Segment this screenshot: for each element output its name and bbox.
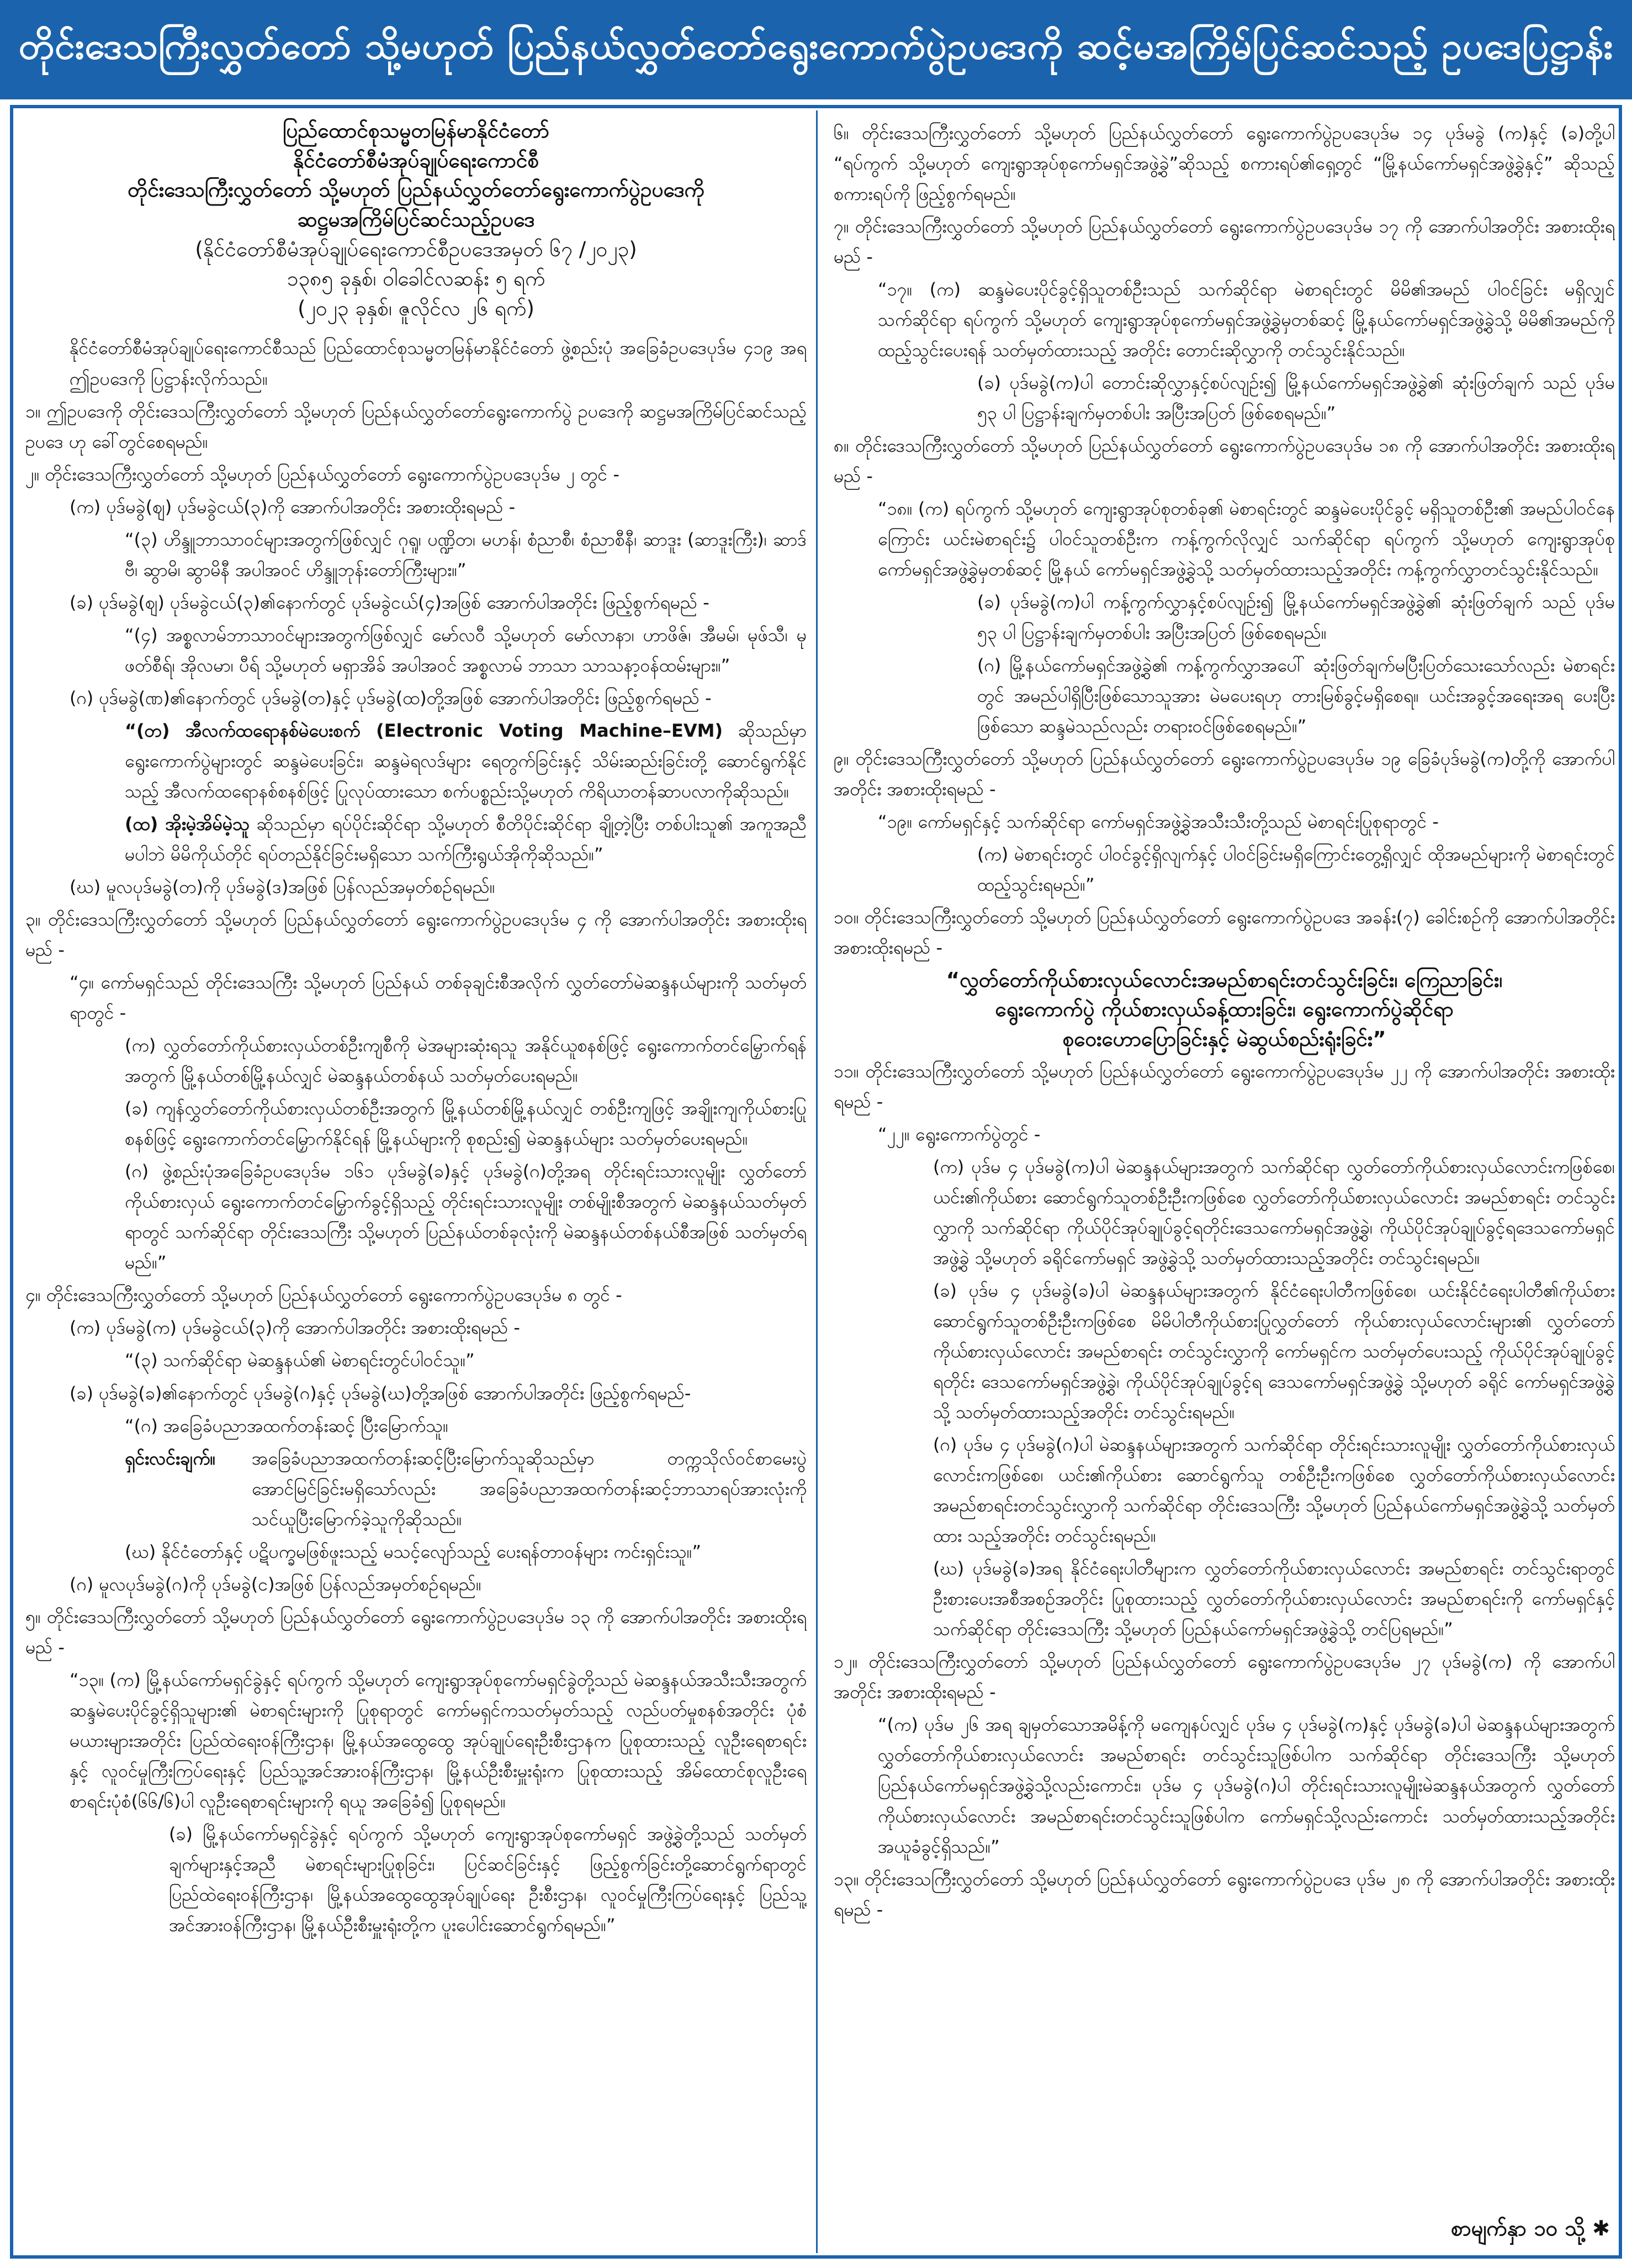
section-11-k: (က) ပုဒ်မ ၄ ပုဒ်မခွဲ(က)ပါ မဲဆန္ဒနယ်များအတွက် သက်ဆိုင်ရာ လွှတ်တော်ကိုယ်စားလှယ်လောင်းကဖြစ်စေ၊ ယင်း၏ကိုယ်စား ဆောင်ရွက်သူတစ်ဦးဦးကဖြစ်စေ လွှတ်တော်ကိုယ်စားလှယ်လောင်း အမည်စာရင်း တင်သွင်းလွှာကို သက်ဆိုင်ရာ ကိုယ်ပိုင်အုပ်ချုပ်ခွင့်ရတိုင်းဒေသကော်မရှင်အဖွဲ့ခွဲ၊ ကိုယ်ပိုင်အုပ်ချုပ်ခွင့်ရဒေသကော်မရှင်အဖွဲ့ခွဲ သို့မဟုတ် ခရိုင်ကော်မရှင် အဖွဲ့ခွဲသို့ သတ်မှတ်ထားသည့်အတိုင်း တင်သွင်းရမည်။ xyxy=(933,1156,1615,1268)
section-4-b-quote: “(ဂ) အခြေခံပညာအထက်တန်းဆင့် ပြီးမြောက်သူ။ xyxy=(125,1415,448,1436)
section-4-c: (ဂ) မူလပုဒ်မခွဲ(ဂ)ကို ပုဒ်မခွဲ(င)အဖြစ် ပြန်လည်အမှတ်စဉ်ရမည်။ xyxy=(70,1573,481,1595)
section-8-kh: (ခ) ပုဒ်မခွဲ(က)ပါ ကန့်ကွက်လွှာနှင့်စပ်လျဉ်း၍ မြို့နယ်ကော်မရှင်အဖွဲ့ခွဲ၏ ဆုံးဖြတ်ချက် သည် ပုဒ်မ ၅၃ ပါ ပြဋ္ဌာန်းချက်မှတစ်ပါး အပြီးအပြတ် ဖြစ်စေရမည်။ xyxy=(977,591,1615,643)
section-2-a: (က) ပုဒ်မခွဲ(ဈ) ပုဒ်မခွဲငယ်(၃)ကို အောက်ပါအတိုင်း အစားထိုးရမည် - xyxy=(70,496,516,517)
heading-line-3: တိုင်းဒေသကြီးလွှတ်တော် သို့မဟုတ် ပြည်နယ်လွှတ်တော်ရွေးကောက်ပွဲဥပဒေကို xyxy=(128,178,704,202)
chapter-heading-line-3: စုဝေးဟောပြောခြင်းနှင့် မဲဆွယ်စည်းရုံးခြင်း” xyxy=(1062,1027,1386,1051)
section-7-kh: (ခ) ပုဒ်မခွဲ(က)ပါ တောင်းဆိုလွှာနှင့်စပ်လျဉ်း၍ မြို့နယ်ကော်မရှင်အဖွဲ့ခွဲ၏ ဆုံးဖြတ်ချက် သည် ပုဒ်မ ၅၃ ပါ ပြဋ္ဌာန်းချက်မှတစ်ပါး အပြီးအပြတ် ဖြစ်စေရမည်။” xyxy=(977,372,1615,424)
right-column xyxy=(834,116,1615,2248)
left-column xyxy=(25,116,807,2248)
section-7: ၇။ တိုင်းဒေသကြီးလွှတ်တော် သို့မဟုတ် ပြည်နယ်လွှတ်တော် ရွေးကောက်ပွဲဥပဒေပုဒ်မ ၁၇ ကို အောက်ပါအတိုင်း အစားထိုးရမည် - xyxy=(834,216,1615,268)
section-8: ၈။ တိုင်းဒေသကြီးလွှတ်တော် သို့မဟုတ် ပြည်နယ်လွှတ်တော် ရွေးကောက်ပွဲဥပဒေပုဒ်မ ၁၈ ကို အောက်ပါအတိုင်း အစားထိုးရမည် - xyxy=(834,435,1615,487)
section-3-k: (က) လွှတ်တော်ကိုယ်စားလှယ်တစ်ဦးကျစီကို မဲအများဆုံးရသူ အနိုင်ယူစနစ်ဖြင့် ရွေးကောက်တင်မြှောက်ရန်အတွက် မြို့နယ်တစ်မြို့နယ်လျှင် မဲဆန္ဒနယ်တစ်နယ် သတ်မှတ်ပေးရမည်။ xyxy=(125,1035,807,1087)
section-12: ၁၂။ တိုင်းဒေသကြီးလွှတ်တော် သို့မဟုတ် ပြည်နယ်လွှတ်တော် ရွေးကောက်ပွဲဥပဒေပုဒ်မ ၂၇ ပုဒ်မခွဲ(က) ကို အောက်ပါအတိုင်း အစားထိုးရမည် - xyxy=(834,1651,1615,1703)
explanation-text: အခြေခံပညာအထက်တန်းဆင့်ပြီးမြောက်သူဆိုသည်မှာ တက္ကသိုလ်ဝင်စာမေးပွဲ အောင်မြင်ခြင်းမရှိသော်လည်း အခြေခံပညာအထက်တန်းဆင့်ဘာသာရပ်အားလုံးကို သင်ယူပြီးမြောက်ခဲ့သူကိုဆိုသည်။ xyxy=(252,1447,807,1530)
heading-line-5: (နိုင်ငံတော်စီမံအုပ်ချုပ်ရေးကောင်စီဥပဒေအမှတ် ၆၇ /၂၀၂၃) xyxy=(195,237,637,261)
explanation-label: ရှင်းလင်းချက်။ xyxy=(125,1447,216,1469)
banner-title: တိုင်းဒေသကြီးလွှတ်တော် သို့မဟုတ် ပြည်နယ်လွှတ်တော်ရွေးကောက်ပွဲဥပဒေကို ဆင့်မအကြိမ်ပြင်ဆင်သည့် ဥပဒေပြဋ္ဌာန်း xyxy=(18,24,1614,67)
continued-note: စာမျက်နှာ ၁၀ သို့ ✱ xyxy=(1450,2216,1610,2240)
explanation-block xyxy=(25,1444,807,1535)
section-12-quote: “(က) ပုဒ်မ ၂၆ အရ ချမှတ်သောအမိန့်ကို မကျေနပ်လျှင် ပုဒ်မ ၄ ပုဒ်မခွဲ(က)နှင့် ပုဒ်မခွဲ(ခ)ပါ မဲဆန္ဒနယ်များအတွက် လွှတ်တော်ကိုယ်စားလှယ်လောင်း အမည်စာရင်း တင်သွင်းသူဖြစ်ပါက သက်ဆိုင်ရာ တိုင်းဒေသကြီး သို့မဟုတ် ပြည်နယ်ကော်မရှင်အဖွဲ့ခွဲသို့လည်းကောင်း၊ ပုဒ်မ ၄ ပုဒ်မခွဲ(ဂ)ပါ တိုင်းရင်းသားလူမျိုးမဲဆန္ဒနယ်အတွက် လွှတ်တော်ကိုယ်စားလှယ်လောင်း အမည်စာရင်းတင်သွင်းသူဖြစ်ပါက ကော်မရှင်သို့လည်းကောင်း သတ်မှတ်ထားသည့်အတိုင်း အယူခံခွင့်ရှိသည်။” xyxy=(878,1714,1615,1857)
section-11-g: (ဂ) ပုဒ်မ ၄ ပုဒ်မခွဲ(ဂ)ပါ မဲဆန္ဒနယ်များအတွက် သက်ဆိုင်ရာ တိုင်းရင်းသားလူမျိုး လွှတ်တော်ကိုယ်စားလှယ်လောင်းကဖြစ်စေ၊ ယင်း၏ကိုယ်စား ဆောင်ရွက်သူ တစ်ဦးဦးကဖြစ်စေ လွှတ်တော်ကိုယ်စားလှယ်လောင်း အမည်စာရင်းတင်သွင်းလွှာကို သက်ဆိုင်ရာ တိုင်းဒေသကြီး သို့မဟုတ် ပြည်နယ်ကော်မရှင်အဖွဲ့ခွဲသို့ သတ်မှတ်ထား သည့်အတိုင်း တင်သွင်းရမည်။ xyxy=(933,1434,1615,1547)
term-evm: “(တ) အီလက်ထရောနစ်မဲပေးစက် (Electronic Voting Machine–EVM) xyxy=(125,720,723,741)
chapter-heading-line-1: “လွှတ်တော်ကိုယ်စားလှယ်လောင်းအမည်စာရင်းတင်သွင်းခြင်း၊ ကြေညာခြင်း၊ xyxy=(946,968,1503,992)
section-3-quote: “၄။ ကော်မရှင်သည် တိုင်းဒေသကြီး သို့မဟုတ် ပြည်နယ် တစ်ခုချင်းစီအလိုက် လွှတ်တော်မဲဆန္ဒနယ်များကို သတ်မှတ်ရာတွင် - xyxy=(70,972,807,1024)
section-2-c-tha xyxy=(25,809,807,870)
section-9-k: (က) မဲစာရင်းတွင် ပါဝင်ခွင့်ရှိလျက်နှင့် ပါဝင်ခြင်းမရှိကြောင်းတွေ့ရှိလျှင် ထိုအမည်များကို မဲစာရင်းတွင် ထည့်သွင်းရမည်။” xyxy=(977,843,1615,895)
section-4: ၄။ တိုင်းဒေသကြီးလွှတ်တော် သို့မဟုတ် ပြည်နယ်လွှတ်တော် ရွေးကောက်ပွဲဥပဒေပုဒ်မ ၈ တွင် - xyxy=(25,1284,622,1306)
column-divider xyxy=(816,110,818,2253)
section-4-b: (ခ) ပုဒ်မခွဲ(ခ)၏နောက်တွင် ပုဒ်မခွဲ(ဂ)နှင့် ပုဒ်မခွဲ(ဃ)တို့အဖြစ် အောက်ပါအတိုင်း ဖြည့်စွက်ရမည်- xyxy=(70,1382,691,1404)
heading-line-6: ၁၃၈၅ ခုနှစ်၊ ဝါခေါင်လဆန်း ၅ ရက် xyxy=(287,267,545,291)
section-6: ၆။ တိုင်းဒေသကြီးလွှတ်တော် သို့မဟုတ် ပြည်နယ်လွှတ်တော် ရွေးကောက်ပွဲဥပဒေပုဒ်မ ၁၄ ပုဒ်မခွဲ (က)နှင့် (ခ)တို့ပါ “ရပ်ကွက် သို့မဟုတ် ကျေးရွာအုပ်စုကော်မရှင်အဖွဲ့ခွဲ”ဆိုသည့် စကားရပ်၏ရှေ့တွင် “မြို့နယ်ကော်မရှင်အဖွဲ့ခွဲနှင့်” ဆိုသည့်စကားရပ်ကို ဖြည့်စွက်ရမည်။ xyxy=(834,123,1615,205)
section-13: ၁၃။ တိုင်းဒေသကြီးလွှတ်တော် သို့မဟုတ် ပြည်နယ်လွှတ်တော် ရွေးကောက်ပွဲဥပဒေ ပုဒ်မ ၂၈ ကို အောက်ပါအတိုင်း အစားထိုးရမည် - xyxy=(834,1868,1615,1920)
section-2-d: (ဃ) မူလပုဒ်မခွဲ(တ)ကို ပုဒ်မခွဲ(ဒ)အဖြစ် ပြန်လည်အမှတ်စဉ်ရမည်။ xyxy=(70,876,495,898)
section-3-g: (ဂ) ဖွဲ့စည်းပုံအခြေခံဥပဒေပုဒ်မ ၁၆၁ ပုဒ်မခွဲ(ခ)နှင့် ပုဒ်မခွဲ(ဂ)တို့အရ တိုင်းရင်းသားလူမျိုး လွှတ်တော်ကိုယ်စားလှယ် ရွေးကောက်တင်မြှောက်ခွင့်ရှိသည့် တိုင်းရင်းသားလူမျိုး တစ်မျိုးစီအတွက် မဲဆန္ဒနယ်သတ်မှတ်ရာတွင် သက်ဆိုင်ရာ တိုင်းဒေသကြီး သို့မဟုတ် ပြည်နယ်တစ်ခုလုံးကို မဲဆန္ဒနယ်တစ်နယ်စီအဖြစ် သတ်မှတ်ရမည်။” xyxy=(125,1161,807,1273)
heading-line-7: (၂၀၂၃ ခုနှစ်၊ ဇူလိုင်လ ၂၆ ရက်) xyxy=(298,296,534,320)
section-3-kh: (ခ) ကျန်လွှတ်တော်ကိုယ်စားလှယ်တစ်ဦးအတွက် မြို့နယ်တစ်မြို့နယ်လျှင် တစ်ဦးကျဖြင့် အချိုးကျကိုယ်စားပြုစနစ်ဖြင့် ရွေးကောက်တင်မြှောက်နိုင်ရန် မြို့နယ်များကို စုစည်း၍ မဲဆန္ဒနယ်များ သတ်မှတ်ပေးရမည်။ xyxy=(125,1098,807,1150)
section-2-c: (ဂ) ပုဒ်မခွဲ(ဏ)၏နောက်တွင် ပုဒ်မခွဲ(တ)နှင့် ပုဒ်မခွဲ(ထ)တို့အဖြစ် အောက်ပါအတိုင်း ဖြည့်စွက်ရမည် - xyxy=(70,687,712,709)
section-9: ၉။ တိုင်းဒေသကြီးလွှတ်တော် သို့မဟုတ် ပြည်နယ်လွှတ်တော် ရွေးကောက်ပွဲဥပဒေပုဒ်မ ၁၉ ခြေခံပုဒ်မခွဲ(က)တို့ကို အောက်ပါအတိုင်း အစားထိုးရမည် - xyxy=(834,748,1615,800)
section-5-kh: (ခ) မြို့နယ်ကော်မရှင်ခွဲနှင့် ရပ်ကွက် သို့မဟုတ် ကျေးရွာအုပ်စုကော်မရှင် အဖွဲ့ခွဲတို့သည် သတ်မှတ်ချက်များနှင့်အညီ မဲစာရင်းများပြုစုခြင်း၊ ပြင်ဆင်ခြင်းနှင့် ဖြည့်စွက်ခြင်းတို့ဆောင်ရွက်ရာတွင် ပြည်ထဲရေးဝန်ကြီးဌာန၊ မြို့နယ်အထွေထွေအုပ်ချုပ်ရေး ဦးစီးဌာန၊ လူဝင်မှုကြီးကြပ်ရေးနှင့် ပြည်သူ့အင်အားဝန်ကြီးဌာန၊ မြို့နယ်ဦးစီးမှူးရုံးတို့က ပူးပေါင်းဆောင်ရွက်ရမည်။” xyxy=(169,1823,807,1936)
section-3: ၃။ တိုင်းဒေသကြီးလွှတ်တော် သို့မဟုတ် ပြည်နယ်လွှတ်တော် ရွေးကောက်ပွဲဥပဒေပုဒ်မ ၄ ကို အောက်ပါအတိုင်း အစားထိုးရမည် - xyxy=(25,909,807,961)
heading-line-2: နိုင်ငံတော်စီမံအုပ်ချုပ်ရေးကောင်စီ xyxy=(293,148,539,172)
section-8-g: (ဂ) မြို့နယ်ကော်မရှင်အဖွဲ့ခွဲ၏ ကန့်ကွက်လွှာအပေါ် ဆုံးဖြတ်ချက်မပြီးပြတ်သေးသော်လည်း မဲစာရင်းတွင် အမည်ပါရှိပြီးဖြစ်သောသူအား မဲမပေးရဟု တားမြစ်ခွင့်မရှိစေရ။ ယင်းအခွင့်အရေးအရ ပေးပြီးဖြစ်သော ဆန္ဒမဲသည်လည်း တရားဝင်ဖြစ်စေရမည်။” xyxy=(977,654,1615,737)
section-11-kh: (ခ) ပုဒ်မ ၄ ပုဒ်မခွဲ(ခ)ပါ မဲဆန္ဒနယ်များအတွက် နိုင်ငံရေးပါတီကဖြစ်စေ၊ ယင်းနိုင်ငံရေးပါတီ၏ကိုယ်စား ဆောင်ရွက်သူတစ်ဦးဦးကဖြစ်စေ မိမိပါတီကိုယ်စားပြုလွှတ်တော် ကိုယ်စားလှယ်လောင်းများ၏ လွှတ်တော်ကိုယ်စားလှယ်လောင်း အမည်စာရင်း တင်သွင်းလွှာကို ကော်မရှင်က သတ်မှတ်ပေးသည့် ကိုယ်ပိုင်အုပ်ချုပ်ခွင့်ရတိုင်း ဒေသကော်မရှင်အဖွဲ့ခွဲ၊ ကိုယ်ပိုင်အုပ်ချုပ်ခွင့်ရ ဒေသကော်မရှင်အဖွဲ့ခွဲ သို့မဟုတ် ခရိုင် ကော်မရှင်အဖွဲ့ခွဲသို့ သတ်မှတ်ထားသည့်အတိုင်း တင်သွင်းရမည်။ xyxy=(933,1280,1615,1423)
section-2-b: (ခ) ပုဒ်မခွဲ(ဈ) ပုဒ်မခွဲငယ်(၃)၏နောက်တွင် ပုဒ်မခွဲငယ်(၄)အဖြစ် အောက်ပါအတိုင်း ဖြည့်စွက်ရမည် - xyxy=(70,591,709,613)
section-2-b-quote: “(၄) အစ္စလာမ်ဘာသာဝင်များအတွက်ဖြစ်လျှင် မော်လဝီ သို့မဟုတ် မော်လာနာ၊ ဟာဖိဇ်၊ အီမမ်၊ မုဖ်သီ၊ မုဖတ်စီရ်၊ အိုလမာ၊ ပီရ် သို့မဟုတ် မရှာအိခ် အပါအဝင် အစ္စလာမ် ဘာသာ သာသနာ့ဝန်ထမ်းများ။” xyxy=(125,624,807,676)
section-2: ၂။ တိုင်းဒေသကြီးလွှတ်တော် သို့မဟုတ် ပြည်နယ်လွှတ်တော် ရွေးကောက်ပွဲဥပဒေပုဒ်မ ၂ တွင် - xyxy=(25,463,619,485)
chapter-heading xyxy=(834,965,1615,1054)
heading-line-1: ပြည်ထောင်စုသမ္မတမြန်မာနိုင်ငံတော် xyxy=(283,119,549,142)
section-8-k: “၁၈။ (က) ရပ်ကွက် သို့မဟုတ် ကျေးရွာအုပ်စုတစ်ခု၏ မဲစာရင်းတွင် ဆန္ဒမဲပေးပိုင်ခွင့် မရှိသူတစ်ဦး၏ အမည်ပါဝင်နေကြောင်း ယင်းမဲစာရင်း၌ ပါဝင်သူတစ်ဦးက ကန့်ကွက်လိုလျှင် သက်ဆိုင်ရာ ရပ်ကွက် သို့မဟုတ် ကျေးရွာအုပ်စုကော်မရှင်အဖွဲ့ခွဲမှတစ်ဆင့် မြို့နယ် ကော်မရှင်အဖွဲ့ခွဲသို့ သတ်မှတ်ထားသည့်အတိုင်း ကန့်ကွက်လွှာတင်သွင်းနိုင်သည်။ xyxy=(878,498,1615,580)
section-11: ၁၁။ တိုင်းဒေသကြီးလွှတ်တော် သို့မဟုတ် ပြည်နယ်လွှတ်တော် ရွေးကောက်ပွဲဥပဒေပုဒ်မ ၂၂ ကို အောက်ပါအတိုင်း အစားထိုးရမည် - xyxy=(834,1060,1615,1112)
section-11-gh: (ဃ) ပုဒ်မခွဲ(ခ)အရ နိုင်ငံရေးပါတီများက လွှတ်တော်ကိုယ်စားလှယ်လောင်း အမည်စာရင်း တင်သွင်းရာတွင် ဦးစားပေးအစီအစဉ်အတိုင်း ပြုစုထားသည့် လွှတ်တော်ကိုယ်စားလှယ်လောင်း အမည်စာရင်းကို ကော်မရှင်နှင့် သက်ဆိုင်ရာ တိုင်းဒေသကြီး သို့မဟုတ် ပြည်နယ်ကော်မရှင်အဖွဲ့ခွဲသို့ တင်ပြရမည်။” xyxy=(933,1558,1615,1640)
section-5-k: “၁၃။ (က) မြို့နယ်ကော်မရှင်ခွဲနှင့် ရပ်ကွက် သို့မဟုတ် ကျေးရွာအုပ်စုကော်မရှင်ခွဲတို့သည် မဲဆန္ဒနယ်အသီးသီးအတွက် ဆန္ဒမဲပေးပိုင်ခွင့်ရှိသူများ၏ မဲစာရင်းများကို ပြုစုရာတွင် ကော်မရှင်ကသတ်မှတ်သည့် လည်ပတ်မှုစနစ်အတိုင်း ပုံစံမယားများအတိုင်း ပြည်ထဲရေးဝန်ကြီးဌာန၊ မြို့နယ်အထွေထွေ အုပ်ချုပ်ရေးဦးစီးဌာနက ပြုစုထားသည့် လူဦးရေစာရင်းနှင့် လူဝင်မှုကြီးကြပ်ရေးနှင့် ပြည်သူ့အင်အားဝန်ကြီးဌာန၊ မြို့နယ်ဦးစီးမှူးရုံးက ပြုစုထားသည့် အိမ်ထောင်စုလူဦးရေစာရင်းပုံစံ(၆၆/၆)ပါ လူဦးရေစာရင်းများကို ရယူ အခြေခံ၍ ပြုစုရမည်။ xyxy=(70,1669,807,1812)
term-evm-def: ဆိုသည်မှာ ရွေးကောက်ပွဲများတွင် ဆန္ဒမဲပေးခြင်း၊ ဆန္ဒမဲရလဒ်များ ရေတွက်ခြင်းနှင့် သိမ်းဆည်းခြင်းတို့ ဆောင်ရွက်နိုင်သည့် အီလက်ထရောနစ်စနစ်ဖြင့် ပြုလုပ်ထားသော စက်ပစ္စည်းသို့မဟုတ် ကိရိယာတန်ဆာပလာကိုဆိုသည်။ xyxy=(125,720,807,802)
section-2-c-ta xyxy=(25,716,807,807)
section-7-k: “၁၇။ (က) ဆန္ဒမဲပေးပိုင်ခွင့်ရှိသူတစ်ဦးသည် သက်ဆိုင်ရာ မဲစာရင်းတွင် မိမိ၏အမည် ပါဝင်ခြင်း မရှိလျှင် သက်ဆိုင်ရာ ရပ်ကွက် သို့မဟုတ် ကျေးရွာအုပ်စုကော်မရှင်အဖွဲ့ခွဲမှတစ်ဆင့် မြို့နယ်ကော်မရှင်အဖွဲ့ခွဲသို့ မိမိ၏အမည်ကို ထည့်သွင်းပေးရန် သတ်မှတ်ထားသည့် အတိုင်း တောင်းဆိုလွှာကို တင်သွင်းနိုင်သည်။ xyxy=(878,279,1615,361)
section-1: ၁။ ဤဥပဒေကို တိုင်းဒေသကြီးလွှတ်တော် သို့မဟုတ် ပြည်နယ်လွှတ်တော်ရွေးကောက်ပွဲ ဥပဒေကို ဆဋ္ဌမအကြိမ်ပြင်ဆင်သည့် ဥပဒေ ဟု ခေါ်တွင်စေရမည်။ xyxy=(25,400,807,452)
section-4-a-quote: “(၃) သက်ဆိုင်ရာ မဲဆန္ဒနယ်၏ မဲစာရင်းတွင်ပါဝင်သူ။” xyxy=(125,1350,475,1371)
term-homeless-def: ဆိုသည်မှာ ရပ်ပိုင်းဆိုင်ရာ သို့မဟုတ် စီတိပိုင်းဆိုင်ရာ ချို့တဲ့ပြီး တစ်ပါးသူ၏ အကူအညီမပါဘဲ မိမိကိုယ်တိုင် ရပ်တည်နိုင်ခြင်းမရှိသော သက်ကြီးရွယ်အိုကိုဆိုသည်။” xyxy=(125,813,807,865)
chapter-heading-line-2: ရွေးကောက်ပွဲ ကိုယ်စားလှယ်ခန့်ထားခြင်း၊ ရွေးကောက်ပွဲဆိုင်ရာ xyxy=(995,997,1454,1022)
heading-line-4: ဆဋ္ဌမအကြိမ်ပြင်ဆင်သည့်ဥပဒေ xyxy=(297,207,535,231)
term-homeless: (ထ) အိုးမဲ့အိမ်မဲ့သူ xyxy=(125,813,250,834)
section-10: ၁၀။ တိုင်းဒေသကြီးလွှတ်တော် သို့မဟုတ် ပြည်နယ်လွှတ်တော် ရွေးကောက်ပွဲဥပဒေ အခန်း(၇) ခေါင်းစဉ်ကို အောက်ပါအတိုင်း အစားထိုးရမည် - xyxy=(834,906,1615,958)
section-5: ၅။ တိုင်းဒေသကြီးလွှတ်တော် သို့မဟုတ် ပြည်နယ်လွှတ်တော် ရွေးကောက်ပွဲဥပဒေပုဒ်မ ၁၃ ကို အောက်ပါအတိုင်း အစားထိုးရမည် - xyxy=(25,1606,807,1658)
intro-paragraph: နိုင်ငံတော်စီမံအုပ်ချုပ်ရေးကောင်စီသည် ပြည်ထောင်စုသမ္မတမြန်မာနိုင်ငံတော် ဖွဲ့စည်းပုံ အခြေခံဥပဒေပုဒ်မ ၄၁၉ အရ ဤဥပဒေကို ပြဋ္ဌာန်းလိုက်သည်။ xyxy=(70,337,807,389)
section-4-b-gh: (ဃ) နိုင်ငံတော်နှင့် ပဋိပက္ခမဖြစ်ဖူးသည့် မသင့်လျော်သည့် ပေးရန်တာဝန်များ ကင်းရှင်းသူ။” xyxy=(125,1541,702,1562)
page-banner xyxy=(0,0,1632,99)
section-4-a: (က) ပုဒ်မခွဲ(က) ပုဒ်မခွဲငယ်(၃)ကို အောက်ပါအတိုင်း အစားထိုးရမည် - xyxy=(70,1317,520,1339)
section-9-quote: “၁၉။ ကော်မရှင်နှင့် သက်ဆိုင်ရာ ကော်မရှင်အဖွဲ့ခွဲအသီးသီးတို့သည် မဲစာရင်းပြုစုရာတွင် - xyxy=(878,811,1439,832)
section-11-quote: “၂၂။ ရွေးကောက်ပွဲတွင် - xyxy=(878,1123,1041,1145)
section-2-a-quote: “(၃) ဟိန္ဒူဘာသာဝင်များအတွက်ဖြစ်လျှင် ဂုရူ၊ ပဏ္ဍိတ၊ မဟန်၊ စံညာစီ၊ စံညာစီနီ၊ ဆာဒူး (ဆာဒူးကြီး)၊ ဆာဒ်ဗီ၊ ဆွာမိ၊ ဆွာမိနီ အပါအဝင် ဟိန္ဒူဘုန်းတော်ကြီးများ။” xyxy=(125,528,807,580)
law-heading xyxy=(25,116,807,323)
